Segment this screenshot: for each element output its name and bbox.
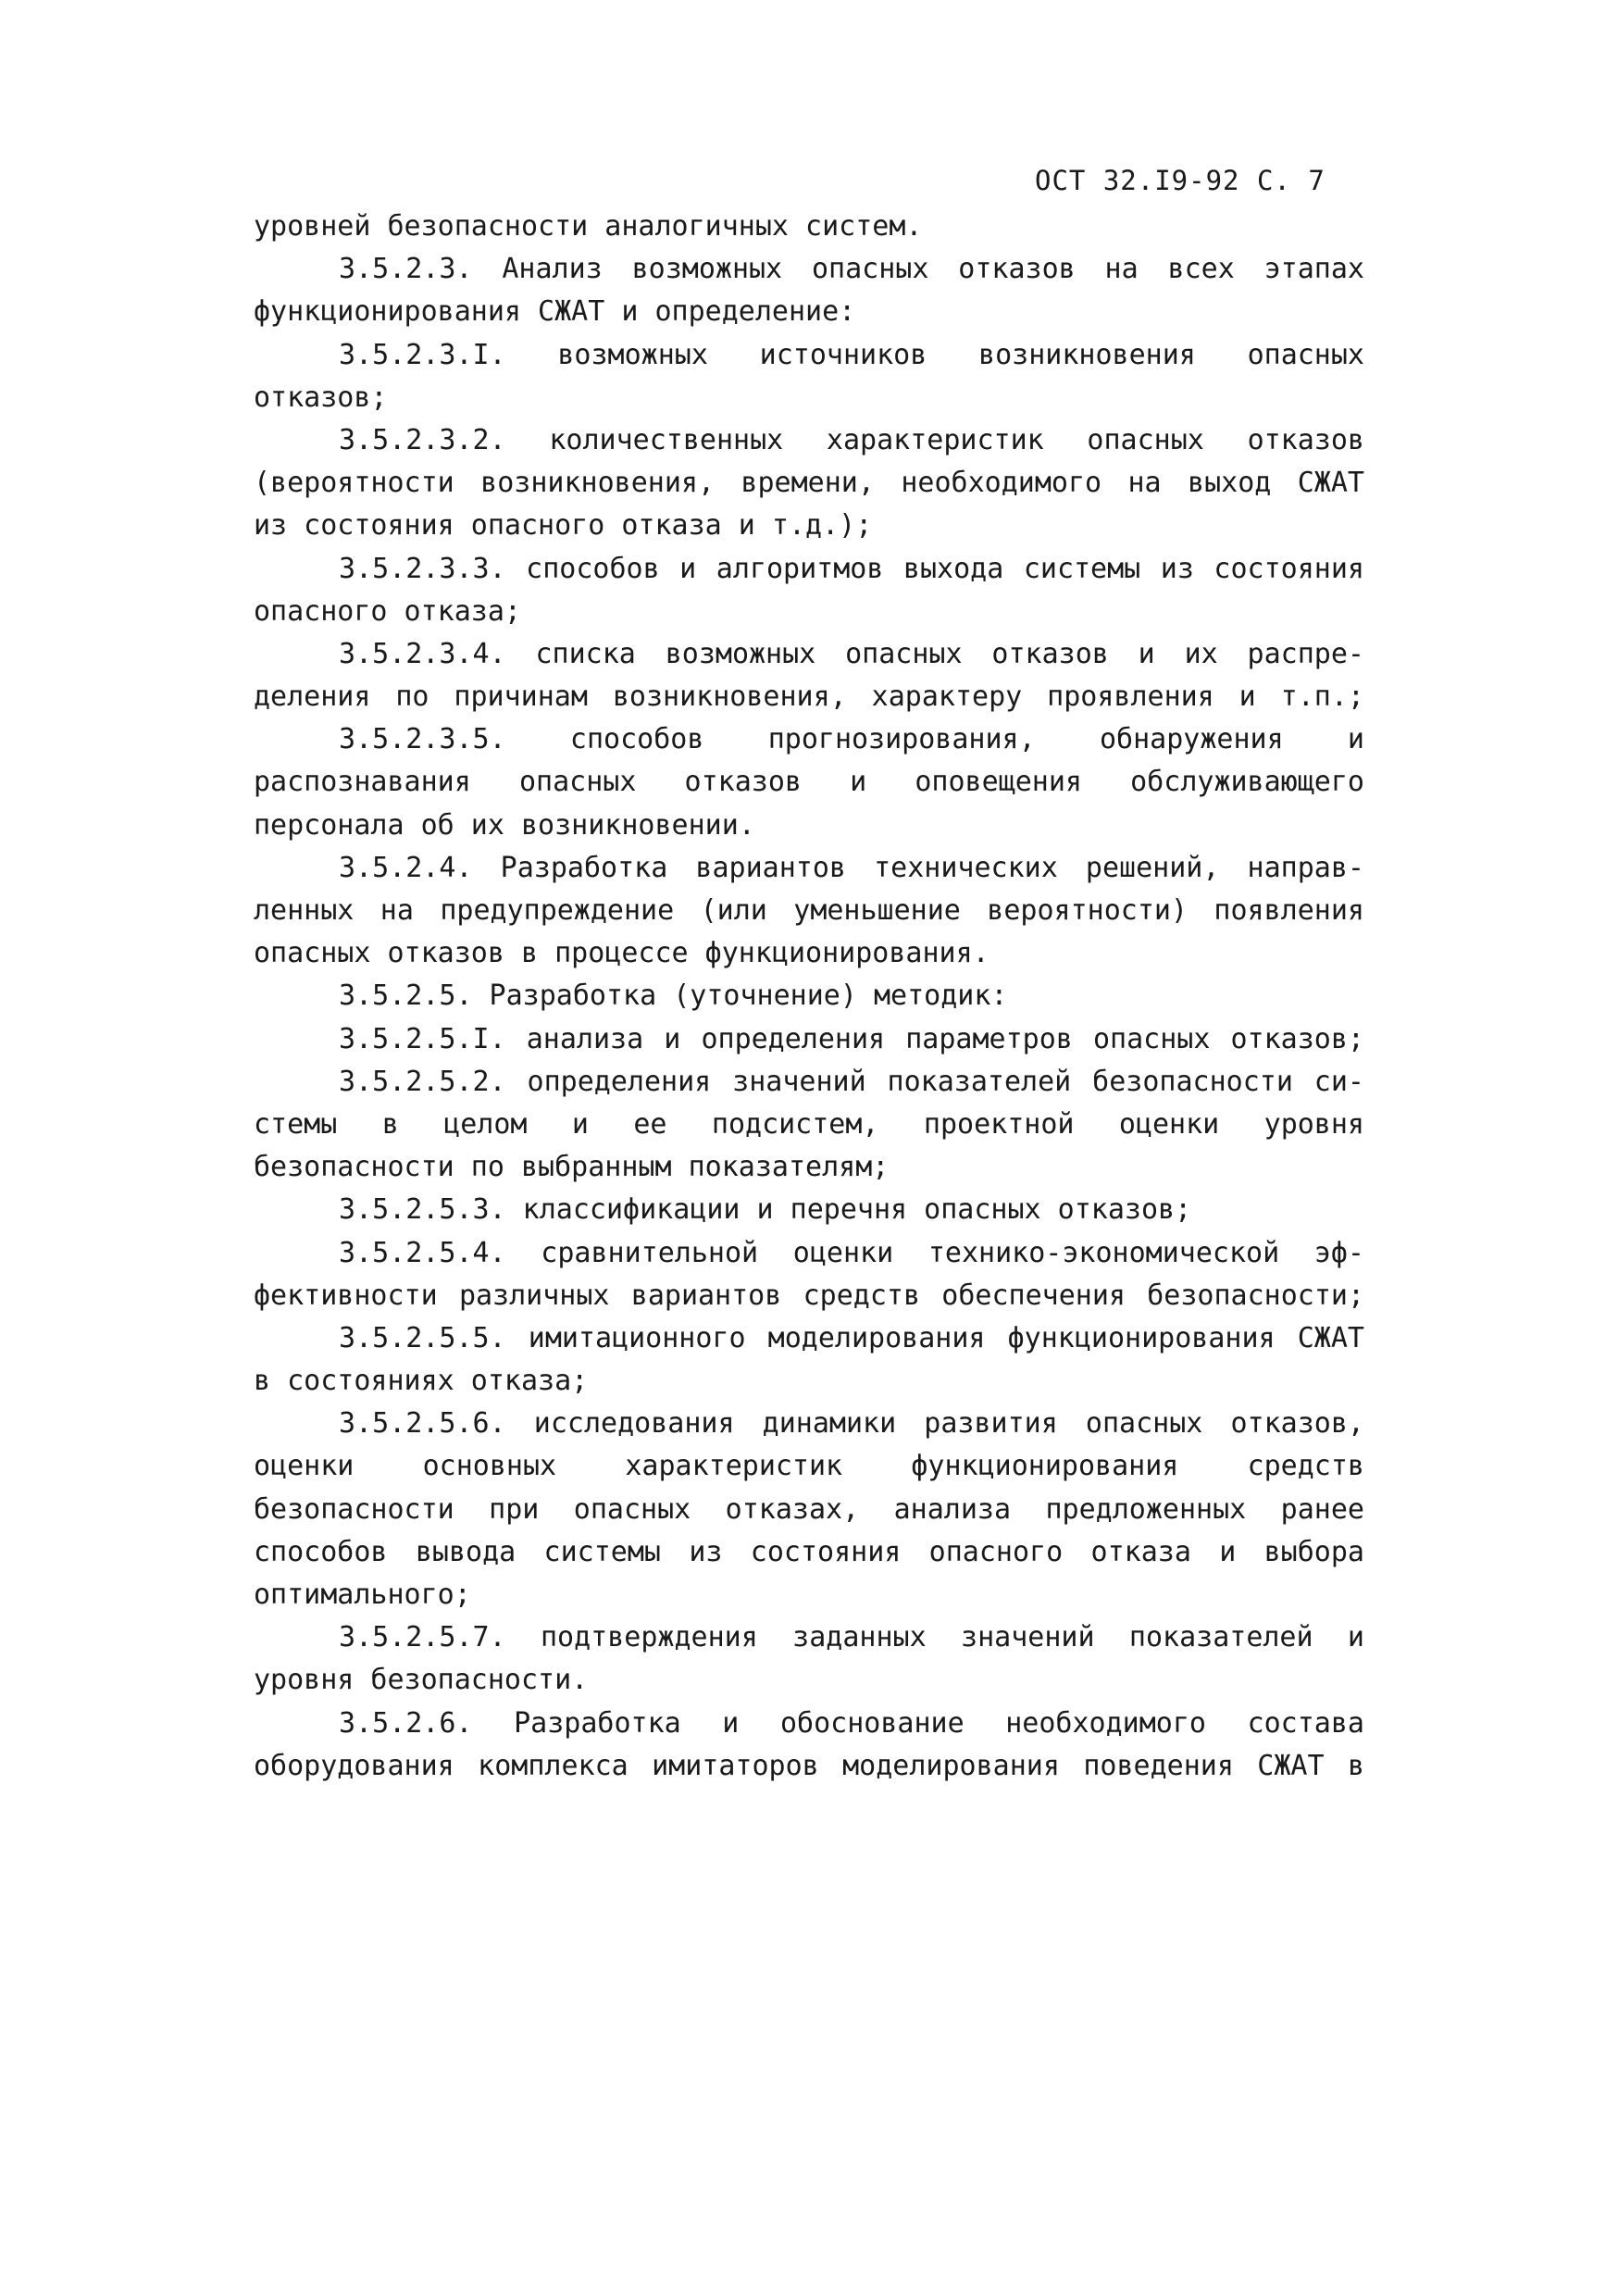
text-line: оценки основных характеристик функционирования средств <box>254 1450 1364 1483</box>
text-line: 3.5.2.5. Разработка (уточнение) методик: <box>339 980 1008 1013</box>
text-line: 3.5.2.5.2. определения значений показателей безопасности си- <box>339 1065 1364 1098</box>
text-line: ленных на предупреждение (или уменьшение вероятности) появления <box>254 894 1364 927</box>
text-line: 3.5.2.5.I. анализа и определения параметров опасных отказов; <box>339 1022 1364 1055</box>
text-line: 3.5.2.4. Разработка вариантов технических решений, направ- <box>339 851 1364 884</box>
text-line: 3.5.2.5.7. подтверждения заданных значений показателей и <box>339 1621 1364 1654</box>
text-line: 3.5.2.3. Анализ возможных опасных отказов на всех этапах <box>339 253 1364 286</box>
text-line: 3.5.2.6. Разработка и обоснование необходимого состава <box>339 1706 1364 1740</box>
text-line: уровней безопасности аналогичных систем. <box>254 210 923 243</box>
text-line: 3.5.2.3.4. списка возможных опасных отказов и их распре- <box>339 637 1364 670</box>
text-line: уровня безопасности. <box>254 1664 589 1697</box>
text-line: оборудования комплекса имитаторов моделирования поведения СЖАТ в <box>254 1749 1364 1782</box>
text-line: деления по причинам возникновения, характеру проявления и т.п.; <box>254 680 1364 714</box>
text-line: (вероятности возникновения, времени, необходимого на выход СЖАТ <box>254 467 1364 500</box>
text-line: опасных отказов в процессе функционирования. <box>254 937 989 970</box>
running-header: ОСТ 32.I9-92 С. 7 <box>1035 165 1326 196</box>
text-line: 3.5.2.3.I. возможных источников возникновения опасных <box>339 338 1364 371</box>
body-text <box>254 206 1364 1788</box>
text-line: 3.5.2.5.6. исследования динамики развития опасных отказов, <box>339 1407 1364 1441</box>
text-line: стемы в целом и ее подсистем, проектной оценки уровня <box>254 1107 1364 1141</box>
text-line: в состояниях отказа; <box>254 1365 589 1398</box>
text-line: отказов; <box>254 381 388 414</box>
text-line: 3.5.2.3.3. способов и алгоритмов выхода системы из состояния <box>339 552 1364 585</box>
text-line: распознавания опасных отказов и оповещения обслуживающего <box>254 766 1364 799</box>
text-line: способов вывода системы из состояния опасного отказа и выбора <box>254 1535 1364 1568</box>
text-line: 3.5.2.5.4. сравнительной оценки технико-экономической эф- <box>339 1236 1364 1269</box>
text-line: функционирования СЖАТ и определение: <box>254 295 856 329</box>
text-line: оптимального; <box>254 1578 471 1611</box>
text-line: 3.5.2.5.5. имитационного моделирования функционирования СЖАТ <box>339 1321 1364 1354</box>
text-line: фективности различных вариантов средств обеспечения безопасности; <box>254 1279 1364 1312</box>
text-line: безопасности по выбранным показателям; <box>254 1151 890 1184</box>
text-line: 3.5.2.3.5. способов прогнозирования, обнаружения и <box>339 723 1364 756</box>
text-line: из состояния опасного отказа и т.д.); <box>254 509 873 543</box>
text-line: 3.5.2.3.2. количественных характеристик опасных отказов <box>339 423 1364 456</box>
text-line: 3.5.2.5.3. классификации и перечня опасных отказов; <box>339 1193 1192 1227</box>
text-line: персонала об их возникновении. <box>254 808 755 842</box>
text-line: опасного отказа; <box>254 594 521 628</box>
text-line: безопасности при опасных отказах, анализа предложенных ранее <box>254 1492 1364 1526</box>
